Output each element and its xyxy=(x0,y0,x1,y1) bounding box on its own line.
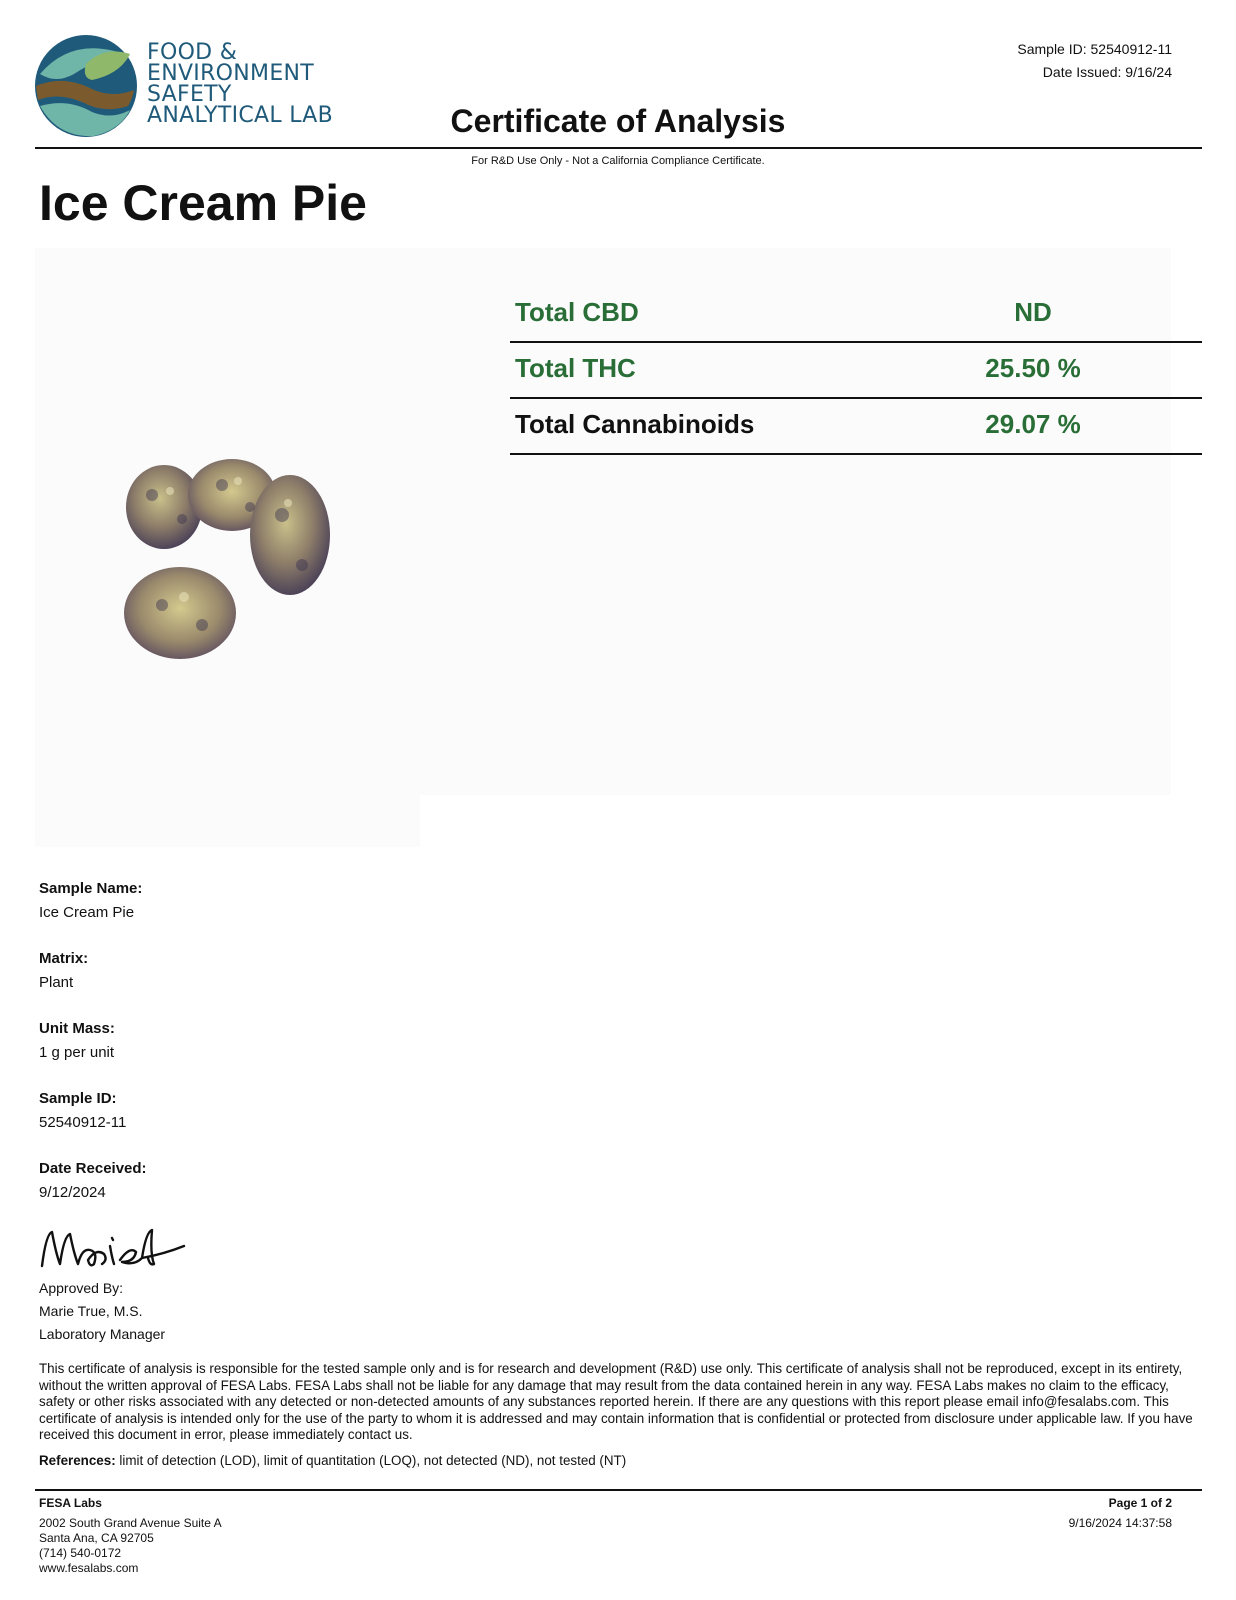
logo-line: ENVIRONMENT xyxy=(147,61,315,86)
summary-value: 29.07 % xyxy=(985,409,1081,439)
print-timestamp: 9/16/2024 14:37:58 xyxy=(1068,1516,1172,1530)
detail-label-matrix: Matrix: xyxy=(39,950,89,967)
detail-value-sample-id: 52540912-11 xyxy=(39,1114,127,1131)
footer-phone: (714) 540-0172 xyxy=(39,1546,122,1560)
detail-label-sample-name: Sample Name: xyxy=(39,880,143,897)
header-meta xyxy=(1017,38,1172,84)
logo-line: FOOD & xyxy=(147,40,238,65)
manager-signature xyxy=(38,1224,188,1272)
approver-name: Marie True, M.S. xyxy=(39,1303,143,1319)
footer-address xyxy=(39,1496,222,1576)
approver-title: Laboratory Manager xyxy=(39,1326,166,1342)
product-photo-margin xyxy=(35,795,420,847)
logo-line: SAFETY xyxy=(147,82,232,107)
detail-value-unit-mass: 1 g per unit xyxy=(39,1044,115,1061)
summary-row-total-cannabinoids xyxy=(510,399,1202,455)
summary-value: ND xyxy=(1014,297,1052,327)
legal-disclaimer: This certificate of analysis is responsible for the tested sample only and is for research and development (R&D) use only. This certificate of analysis shall not be reproduced, except in its entirety, without the written approval of FESA Labs. FESA Labs shall not be liable for any damage that may result from the data contained herein in any way. FESA Labs makes no claim to the efficacy, safety or other risks associated with any detected or non-detected amounts of any substances reported herein. If there are any questions with this report please email info@fesalabs.com. This certificate of analysis is intended only for the use of the party to whom it is addressed and may contain information that is confidential or protected from disclosure under applicable law. If you have received this document in error, please immediately contact us. xyxy=(39,1361,1193,1442)
product-title: Ice Cream Pie xyxy=(39,175,367,231)
cannabis-flower-image xyxy=(112,455,352,675)
summary-label: Total THC xyxy=(515,353,636,383)
logo-line: ANALYTICAL LAB xyxy=(147,103,334,128)
detail-value-sample-name: Ice Cream Pie xyxy=(39,904,135,921)
page-number: Page 1 of 2 xyxy=(1108,1496,1172,1510)
footer-company: FESA Labs xyxy=(39,1496,102,1510)
detail-value-date-received: 9/12/2024 xyxy=(39,1184,106,1201)
detail-value-matrix: Plant xyxy=(39,974,74,991)
footer-website: www.fesalabs.com xyxy=(39,1561,139,1575)
header-divider xyxy=(35,147,1202,149)
summary-value: 25.50 % xyxy=(985,353,1081,383)
detail-label-sample-id: Sample ID: xyxy=(39,1090,117,1107)
certificate-title: Certificate of Analysis xyxy=(450,103,786,139)
footer-address-line2: Santa Ana, CA 92705 xyxy=(39,1531,154,1545)
footer-address-line1: 2002 South Grand Avenue Suite A xyxy=(39,1516,222,1530)
references xyxy=(39,1453,626,1468)
header-sample-id: Sample ID: 52540912-11 xyxy=(1017,41,1172,57)
footer-divider xyxy=(35,1489,1202,1491)
header-date-issued: Date Issued: 9/16/24 xyxy=(1042,64,1172,80)
approved-by-label: Approved By: xyxy=(39,1280,124,1296)
references-label: References: xyxy=(39,1453,116,1468)
summary-label: Total Cannabinoids xyxy=(515,409,755,439)
summary-row-cbd xyxy=(510,287,1202,343)
references-text: limit of detection (LOD), limit of quantitation (LOQ), not detected (ND), not tested (NT) xyxy=(115,1453,627,1468)
detail-label-unit-mass: Unit Mass: xyxy=(39,1020,115,1037)
compliance-disclaimer: For R&D Use Only - Not a California Compliance Certificate. xyxy=(471,155,765,167)
footer-page-info xyxy=(1069,1496,1172,1531)
summary-label: Total CBD xyxy=(515,297,639,327)
detail-label-date-received: Date Received: xyxy=(39,1160,147,1177)
potency-summary-table xyxy=(510,287,1202,455)
summary-row-thc xyxy=(510,343,1202,399)
